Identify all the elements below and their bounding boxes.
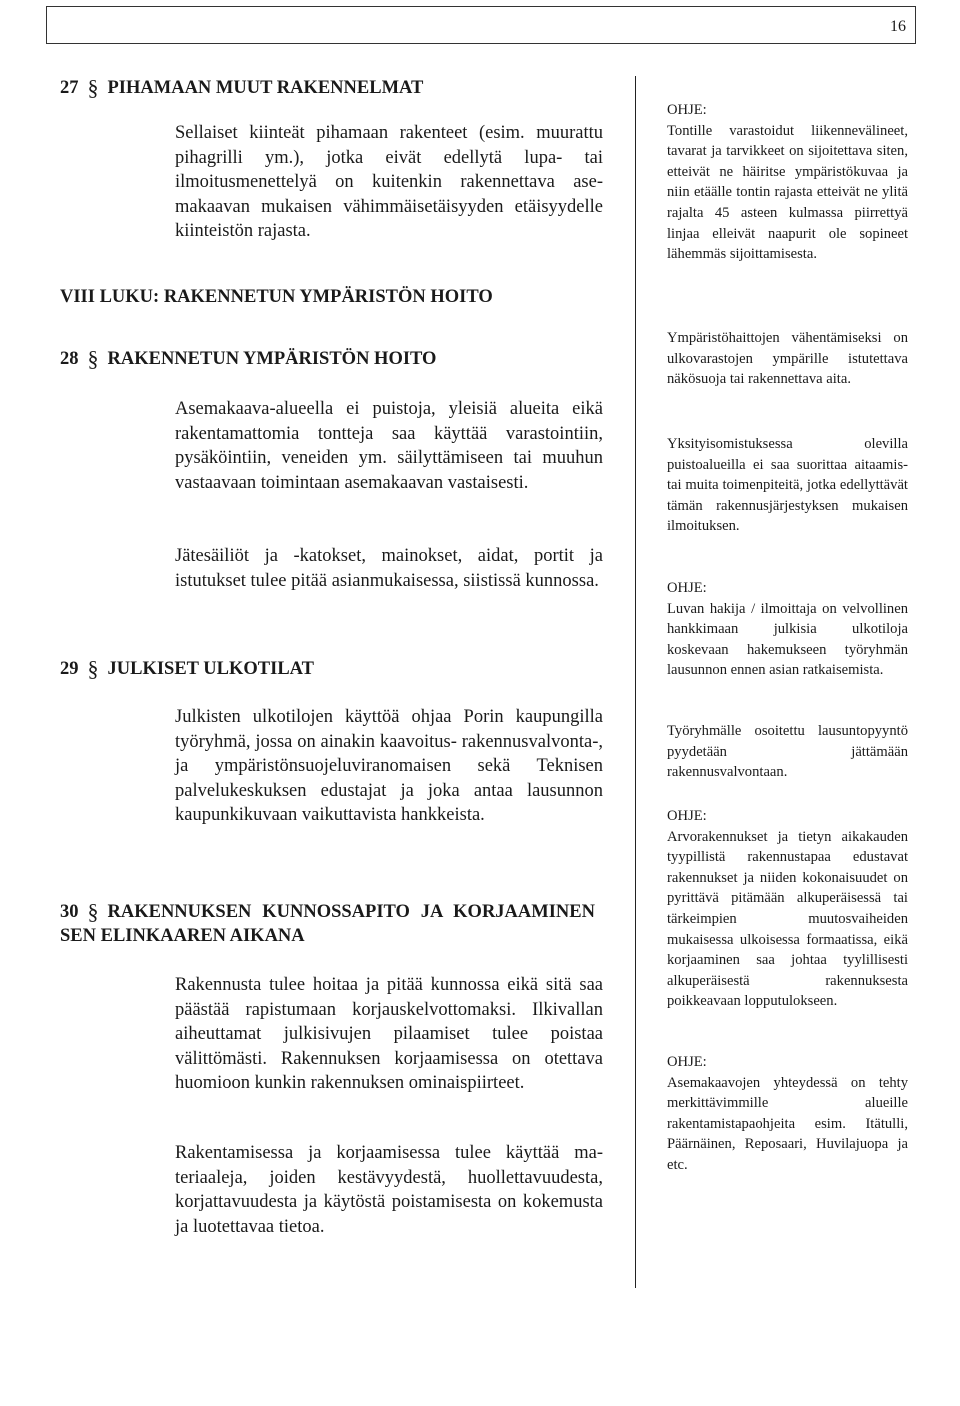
section-28-paragraph-1: Asemakaava-alueella ei puistoja, yleisiä alueita eikä rakentamattomia tontteja saa käyttää varastointiin, pysäköintiin, veneiden ym. säilyttämiseen tai muuhun vastaavaan toimintaan asemakaavan vastaisesti.: [175, 399, 603, 493]
section-27-number: 27: [60, 78, 79, 98]
section-28-number: 28: [60, 349, 79, 369]
section-sign-icon: §: [87, 656, 99, 681]
section-sign-icon: §: [87, 75, 99, 100]
section-28-paragraph-2: Jätesäiliöt ja -katokset, mainokset, aidat, portit ja istutukset tulee pitää asianmukaisessa, siistissä kunnossa.: [175, 546, 603, 591]
note-4: [667, 578, 908, 681]
section-sign-icon: §: [87, 346, 99, 371]
section-27-title: PIHAMAAN MUUT RAKENNELMAT: [107, 78, 424, 98]
section-27-paragraph: Sellaiset kiinteät pihamaan rakenteet (esim. muurattu pihagrilli ym.), jotka eivät edellytä lupa- tai ilmoitusmenettelyä on kuitenkin rakennettava asemakaavan mukaisen vähimmäisetäisyyden etäisyydelle kiinteistön rajasta.: [175, 123, 603, 242]
note-3: [667, 434, 908, 537]
section-28-heading: [60, 347, 436, 371]
section-30-number: 30: [60, 902, 79, 922]
section-30-paragraph-1: Rakennusta tulee hoitaa ja pitää kunnossa eikä sitä saa päästää rapistumaan korjauskelvottomaksi. Ilkivallan aiheuttamat julkisivujen pilaamiset tulee poistaa välittömästi. Rakennuksen korjaamisessa on otettava huomioon kunkin rakennuksen ominaispiirteet.: [175, 975, 603, 1094]
section-30-heading: [60, 900, 595, 948]
section-28-title: RAKENNETUN YMPÄRISTÖN HOITO: [107, 349, 437, 369]
note-text: Työryhmälle osoitettu lausuntopyyntö pyydetään jättämään rakennusvalvontaan.: [667, 723, 908, 781]
note-text: Yksityisomistuksessa olevilla puistoalueilla ei saa suorittaa aitaamis- tai muita toimenpiteitä, jotka edellyttävät tämän rakennusjärjestyksen mukaisen ilmoituksen.: [667, 436, 908, 535]
note-text: Ympäristöhaittojen vähentämiseksi on ulkovarastojen ympärille istutettava näkösuoja tai rakennettava aita.: [667, 330, 908, 388]
section-29-heading: [60, 657, 314, 681]
note-2: [667, 328, 908, 390]
section-29-number: 29: [60, 659, 79, 679]
section-27-heading: [60, 76, 423, 100]
note-label: OHJE:: [667, 1054, 707, 1070]
section-29-title: JULKISET ULKOTILAT: [107, 659, 314, 679]
note-5: [667, 721, 908, 783]
note-label: OHJE:: [667, 102, 707, 118]
section-sign-icon: §: [87, 899, 99, 924]
note-text: Arvorakennukset ja tietyn aikakauden tyypillistä rakennustapaa edustavat rakennukset ja niiden kokonaisuudet on pyrittävä pitämään alkuperäisessä tai tärkeimpien muutosvaiheiden mukaisessa ulkoisessa formaatissa, eikä korjaaminen saa johtaa tyylillisesti alkuperäisestä rakennuksesta poikkeavaan lopputulokseen.: [667, 828, 908, 1010]
page-number: 16: [890, 18, 906, 35]
section-30-title: RAKENNUKSEN KUNNOSSAPITO JA KORJAAMINEN SEN ELINKAAREN AIKANA: [60, 902, 595, 946]
note-1: [667, 100, 908, 265]
chapter-8-heading: VIII LUKU: RAKENNETUN YMPÄRISTÖN HOITO: [60, 287, 493, 307]
column-divider: [635, 76, 636, 1288]
note-text: Asemakaavojen yhteydessä on tehty merkittävimmille alueille rakentamistapaohjeita esim. Itätulli, Päärnäinen, Reposaari, Huvilajuopa ja etc.: [667, 1074, 908, 1173]
note-label: OHJE:: [667, 580, 707, 596]
section-30-paragraph-2: Rakentamisessa ja korjaamisessa tulee käyttää materiaaleja, joiden kestävyydestä, huollettavuudesta, korjattavuudesta ja käytöstä poistamisesta on kokemusta ja luotettavaa tietoa.: [175, 1143, 603, 1237]
note-text: Tontille varastoidut liikennevälineet, tavarat ja tarvikkeet on sijoitettava siten, etteivät ne häiritse ympäristökuvaa ja niin etäälle tontin rajasta etteivät ne ylitä rajalta 45 asteen kulmassa piirrettyä linjaa elleivät naapurit ole sopineet lähemmäs sijoittamisesta.: [667, 122, 908, 263]
note-6: [667, 806, 908, 1012]
note-7: [667, 1052, 908, 1176]
note-label: OHJE:: [667, 808, 707, 824]
note-text: Luvan hakija / ilmoittaja on velvollinen hankkimaan julkisia ulkotiloja koskevaan hakemukseen työryhmän lausunnon ennen asian ratkaisemista.: [667, 600, 908, 679]
section-29-paragraph: Julkisten ulkotilojen käyttöä ohjaa Porin kaupungilla työryhmä, jossa on ainakin kaavoitus- rakennusvalvonta-, ja ympäristönsuojeluviranomaisen sekä Teknisen palvelukeskuksen edustajat ja joka antaa lausunnon kaupunkikuvaan vaikuttavista hankkeista.: [175, 707, 603, 826]
page-header-box: [46, 6, 916, 44]
